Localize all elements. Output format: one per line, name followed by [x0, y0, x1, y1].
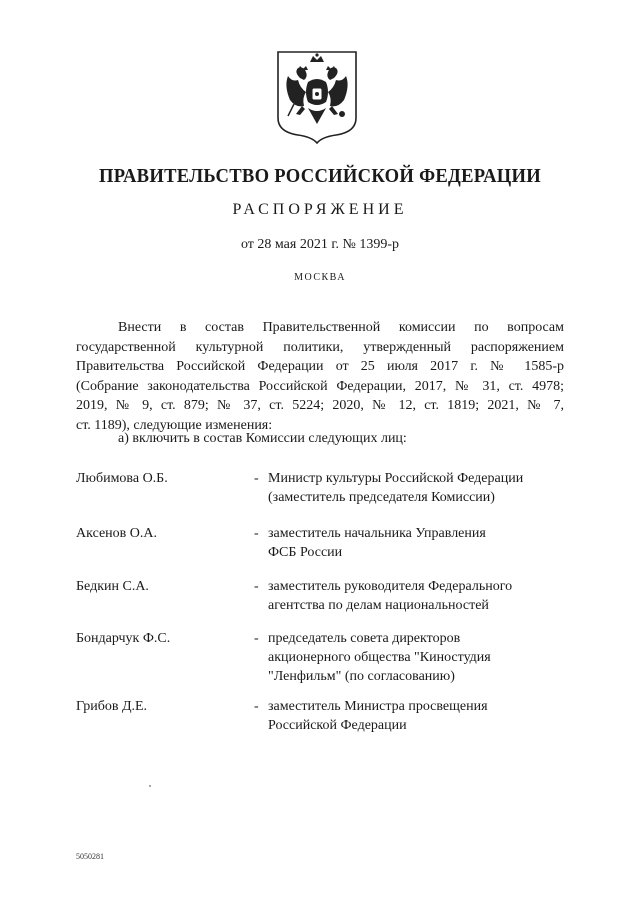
member-name: Бедкин С.А.: [76, 579, 149, 594]
document-city: МОСКВА: [294, 272, 346, 283]
body-line: ст. 1189), следующие изменения:: [76, 417, 273, 433]
member-name: Бондарчук Ф.С.: [76, 631, 171, 646]
body-paragraph: [76, 318, 564, 435]
member-role: заместитель руководителя Федерального агентства по делам национальностей: [268, 579, 513, 613]
footer-document-code: 5050281: [76, 852, 104, 861]
member-name: Любимова О.Б.: [76, 471, 168, 486]
member-role: Министр культуры Российской Федерации (заместитель председателя Комиссии): [268, 471, 524, 505]
body-line: государственной культурной политики, утвержденный распоряжением: [76, 339, 564, 355]
member-role: заместитель начальника Управления ФСБ России: [268, 526, 486, 560]
body-line: 2019, № 9, ст. 879; № 37, ст. 5224; 2020, № 12, ст. 1819; 2021, № 7,: [76, 398, 564, 413]
document-date-number: от 28 мая 2021 г. № 1399-р: [240, 237, 400, 252]
member-name: Аксенов О.А.: [76, 526, 157, 541]
member-dash: -: [254, 699, 259, 714]
member-dash: -: [254, 631, 259, 646]
double-headed-eagle-icon: [274, 48, 360, 144]
page-speck: [149, 785, 151, 787]
body-line: Внести в состав Правительственной комиссии по вопросам: [118, 320, 564, 335]
body-line: (Собрание законодательства Российской Федерации, 2017, № 31, ст. 4978;: [76, 378, 564, 394]
government-title: ПРАВИТЕЛЬСТВО РОССИЙСКОЙ ФЕДЕРАЦИИ: [98, 165, 542, 187]
coat-of-arms-emblem: [274, 48, 360, 144]
member-dash: -: [254, 579, 259, 594]
member-dash: -: [254, 526, 259, 541]
member-role: председатель совета директоров акционерного общества "Киностудия "Ленфильм" (по согласованию): [268, 631, 491, 684]
body-line: Правительства Российской Федерации от 25 июля 2017 г. № 1585-р: [76, 359, 564, 374]
member-name: Грибов Д.Е.: [76, 699, 148, 714]
item-a-text: а) включить в состав Комиссии следующих лиц:: [118, 431, 407, 446]
document-type: РАСПОРЯЖЕНИЕ: [232, 201, 408, 218]
member-role: заместитель Министра просвещения Российской Федерации: [268, 699, 488, 733]
member-dash: -: [254, 471, 259, 486]
